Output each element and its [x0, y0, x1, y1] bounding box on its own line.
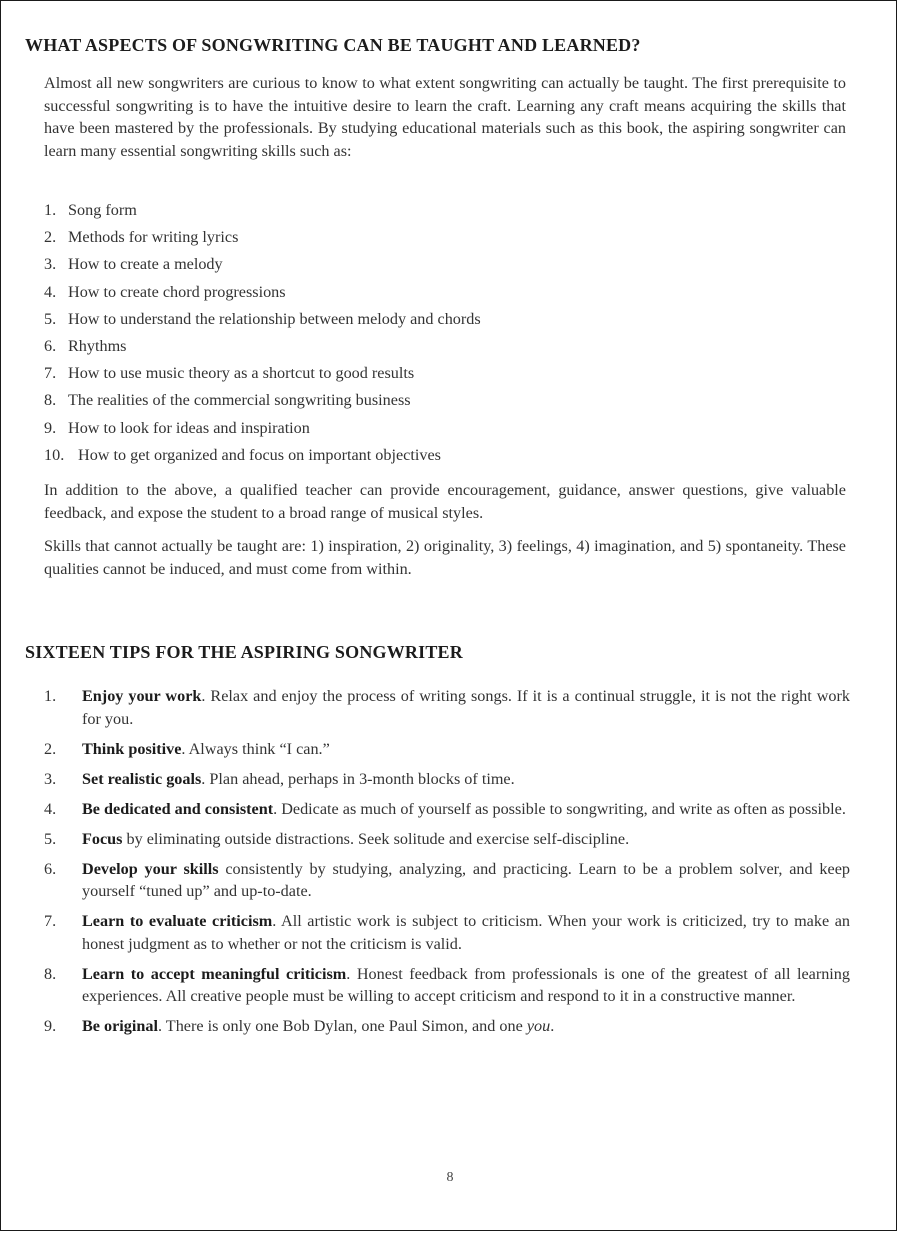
list-item: [44, 306, 844, 333]
section-heading-aspects: WHAT ASPECTS OF SONGWRITING CAN BE TAUGHT AND LEARNED?: [25, 35, 641, 55]
tip-body: [82, 858, 850, 903]
list-item-number: 4.: [44, 282, 57, 301]
tips-list: [44, 685, 850, 1045]
list-item-text: How to create a melody: [68, 255, 223, 274]
page-number: 8: [446, 1170, 454, 1185]
tip-item: [44, 963, 850, 1008]
list-item: [44, 442, 844, 469]
tip-text: . Always think “I can.”: [181, 739, 330, 758]
tip-body: [82, 738, 850, 761]
list-item: [44, 360, 844, 387]
list-item-number: 2.: [44, 228, 57, 247]
tip-number: 1.: [44, 687, 57, 705]
list-item-text: Methods for writing lyrics: [68, 228, 239, 247]
list-item: [44, 251, 844, 278]
tip-title: Think positive: [82, 739, 182, 758]
tip-text: . Dedicate as much of yourself as possible to songwriting, and write as often as possible.: [273, 799, 846, 818]
list-item-number: 1.: [44, 201, 57, 219]
list-item: [44, 224, 844, 251]
skills-list: [44, 197, 844, 469]
tip-title: Enjoy your work: [82, 687, 202, 705]
tip-title: Be original: [82, 1017, 158, 1035]
tip-body: [82, 798, 850, 821]
tip-number: 8.: [44, 964, 57, 983]
section-heading-tips: SIXTEEN TIPS FOR THE ASPIRING SONGWRITER: [25, 642, 463, 662]
tip-item: [44, 685, 850, 730]
tip-item: [44, 828, 850, 851]
tip-number: 6.: [44, 859, 57, 878]
tip-number: 2.: [44, 739, 57, 758]
tip-title: Be dedicated and consistent: [82, 799, 274, 818]
tip-text: . There is only one Bob Dylan, one Paul Simon, and one: [158, 1017, 527, 1035]
tip-item: [44, 798, 850, 821]
list-item-number: 9.: [44, 418, 57, 437]
intro-paragraph: Almost all new songwriters are curious to know to what extent songwriting can actually be taught. The first prerequisite to successful songwriting is to have the intuitive desire to learn the craft. Learning any craft means acquiring the skills that have been mastered by the professionals. By studying educational materials such as this book, the aspiring songwriter can learn many essential songwriting skills such as:: [44, 74, 846, 160]
untaught-skills-paragraph: Skills that cannot actually be taught are: 1) inspiration, 2) originality, 3) feelings, 4) imagination, and 5) spontaneity. These qualities cannot be induced, and must come from within.: [44, 537, 846, 578]
list-item-text: How to look for ideas and inspiration: [68, 418, 310, 437]
list-item-text: Song form: [68, 201, 137, 219]
tip-text: . All artistic work is subject to criticism. When your work is criticized, try to make an honest judgment as to whether or not the criticism is valid.: [82, 912, 851, 953]
list-item-number: 6.: [44, 336, 57, 355]
list-item-text: How to create chord progressions: [68, 282, 286, 301]
tip-item: [44, 1015, 850, 1038]
tip-body: [82, 1015, 850, 1038]
tip-title: Set realistic goals: [82, 769, 202, 788]
tip-text: by eliminating outside distractions. Seek solitude and exercise self-discipline.: [122, 829, 630, 848]
tip-number: 3.: [44, 769, 57, 788]
list-item: [44, 279, 844, 306]
list-item-text: How to understand the relationship between melody and chords: [68, 309, 481, 328]
tip-body: [82, 828, 850, 851]
tip-end: .: [550, 1017, 555, 1035]
tip-title: Develop your skills: [82, 859, 219, 878]
list-item: [44, 197, 844, 224]
tip-number: 7.: [44, 912, 57, 930]
list-item-text: The realities of the commercial songwriting business: [68, 391, 411, 410]
list-item-number: 3.: [44, 255, 57, 274]
tip-title: Learn to accept meaningful criticism: [82, 964, 347, 983]
list-item-number: 10.: [44, 445, 65, 464]
tip-body: [82, 685, 850, 730]
tip-text: . Honest feedback from professionals is one of the greatest of all learning experiences. All creative people must be willing to accept criticism and respond to it in a constructive manner.: [82, 964, 850, 1005]
list-item-text: Rhythms: [68, 336, 127, 355]
tip-number: 4.: [44, 799, 57, 818]
tip-text: . Plan ahead, perhaps in 3-month blocks of time.: [201, 769, 515, 788]
list-item: [44, 415, 844, 442]
tip-number: 5.: [44, 829, 57, 848]
addition-paragraph: In addition to the above, a qualified teacher can provide encouragement, guidance, answer questions, give valuable feedback, and expose the student to a broad range of musical styles.: [44, 481, 846, 522]
tip-body: [82, 910, 850, 955]
list-item-number: 8.: [44, 391, 57, 410]
tip-title: Focus: [82, 829, 123, 848]
list-item-number: 5.: [44, 309, 57, 328]
list-item-number: 7.: [44, 364, 57, 383]
tip-title: Learn to evaluate criticism: [82, 912, 273, 930]
tip-item: [44, 910, 850, 955]
list-item-text: How to use music theory as a shortcut to good results: [68, 364, 415, 383]
tip-item: [44, 858, 850, 903]
tip-body: [82, 963, 850, 1008]
tip-number: 9.: [44, 1017, 57, 1035]
tip-item: [44, 768, 850, 791]
list-item: [44, 333, 844, 360]
tip-body: [82, 768, 850, 791]
tip-item: [44, 738, 850, 761]
tip-text: . Relax and enjoy the process of writing songs. If it is a continual struggle, it is not the right work for you.: [82, 687, 851, 728]
tip-emphasis: you: [526, 1017, 551, 1035]
list-item: [44, 387, 844, 414]
list-item-text: How to get organized and focus on important objectives: [78, 445, 441, 464]
tip-text: consistently by studying, analyzing, and practicing. Learn to be a problem solver, and keep yourself “tuned up” and up-to-date.: [82, 859, 850, 900]
